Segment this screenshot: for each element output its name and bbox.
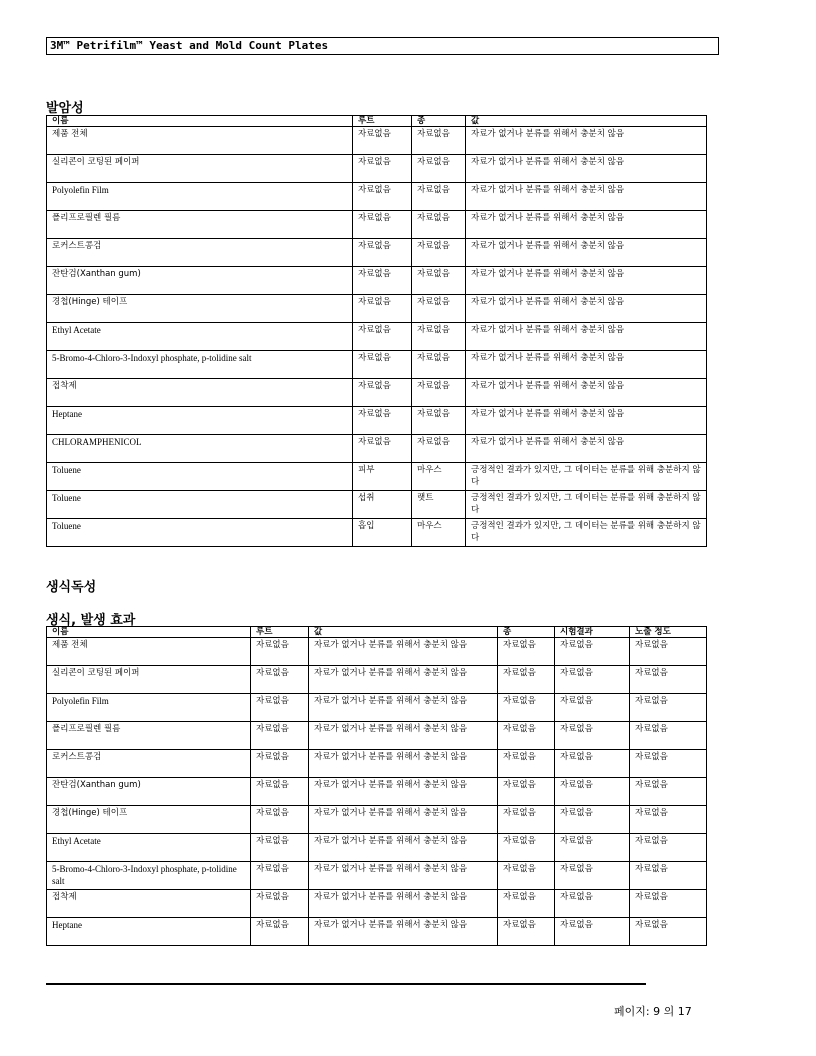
cell-species: 자료없음 (498, 862, 555, 890)
cell-test-result: 자료없음 (555, 722, 630, 750)
cell-route: 자료없음 (251, 806, 309, 834)
cell-species: 자료없음 (412, 239, 466, 267)
cell-species: 자료없음 (498, 750, 555, 778)
cell-exposure: 자료없음 (630, 834, 707, 862)
carcinogenicity-table (46, 115, 707, 547)
table-row (47, 778, 707, 806)
cell-name: Heptane (47, 407, 353, 435)
cell-name: 경첩(Hinge) 테이프 (47, 295, 353, 323)
cell-value: 자료가 없거나 분류를 위해서 충분치 않음 (466, 435, 707, 463)
footer-divider (46, 983, 646, 985)
cell-exposure: 자료없음 (630, 666, 707, 694)
cell-value: 자료가 없거나 분류를 위해서 충분치 않음 (309, 694, 498, 722)
cell-name: Toluene (47, 519, 353, 547)
cell-value: 자료가 없거나 분류를 위해서 충분치 않음 (309, 722, 498, 750)
cell-name: 잔탄검(Xanthan gum) (47, 267, 353, 295)
cell-value: 자료가 없거나 분류를 위해서 충분치 않음 (466, 407, 707, 435)
cell-exposure: 자료없음 (630, 750, 707, 778)
cell-value: 긍정적인 결과가 있지만, 그 데이터는 분류를 위해 충분하지 않다 (466, 463, 707, 491)
cell-test-result: 자료없음 (555, 862, 630, 890)
table-row (47, 491, 707, 519)
cell-species: 자료없음 (412, 127, 466, 155)
cell-species: 자료없음 (498, 834, 555, 862)
cell-value: 자료가 없거나 분류를 위해서 충분치 않음 (466, 295, 707, 323)
cell-species: 마우스 (412, 519, 466, 547)
cell-species: 자료없음 (412, 379, 466, 407)
cell-route: 자료없음 (353, 323, 412, 351)
cell-exposure: 자료없음 (630, 862, 707, 890)
cell-species: 자료없음 (412, 323, 466, 351)
table-row (47, 183, 707, 211)
table-row (47, 267, 707, 295)
table-row (47, 694, 707, 722)
cell-value: 자료가 없거나 분류를 위해서 충분치 않음 (309, 890, 498, 918)
table-row (47, 295, 707, 323)
column-header-value: 값 (466, 116, 707, 127)
cell-value: 자료가 없거나 분류를 위해서 충분치 않음 (309, 666, 498, 694)
cell-route: 자료없음 (353, 183, 412, 211)
cell-value: 긍정적인 결과가 있지만, 그 데이터는 분류를 위해 충분하지 않다 (466, 519, 707, 547)
cell-name: Polyolefin Film (47, 183, 353, 211)
cell-exposure: 자료없음 (630, 694, 707, 722)
cell-species: 자료없음 (498, 638, 555, 666)
cell-name: 폴리프로필렌 필름 (47, 722, 251, 750)
cell-value: 자료가 없거나 분류를 위해서 충분치 않음 (466, 351, 707, 379)
cell-route: 자료없음 (251, 638, 309, 666)
cell-exposure: 자료없음 (630, 918, 707, 946)
cell-route: 자료없음 (353, 407, 412, 435)
cell-name: 접착제 (47, 890, 251, 918)
cell-value: 자료가 없거나 분류를 위해서 충분치 않음 (466, 323, 707, 351)
column-header-value: 값 (309, 627, 498, 638)
section-heading-reproductive-toxicity: 생식독성 (46, 580, 97, 595)
cell-species: 자료없음 (498, 722, 555, 750)
cell-name: Toluene (47, 463, 353, 491)
column-header-test-result: 시험결과 (555, 627, 630, 638)
column-header-route: 루트 (251, 627, 309, 638)
cell-value: 자료가 없거나 분류를 위해서 충분치 않음 (466, 183, 707, 211)
column-header-name: 이름 (47, 116, 353, 127)
cell-test-result: 자료없음 (555, 694, 630, 722)
cell-value: 자료가 없거나 분류를 위해서 충분치 않음 (309, 806, 498, 834)
table-row (47, 351, 707, 379)
cell-species: 자료없음 (498, 694, 555, 722)
cell-species: 자료없음 (412, 183, 466, 211)
table-row (47, 407, 707, 435)
cell-route: 자료없음 (251, 694, 309, 722)
column-header-name: 이름 (47, 627, 251, 638)
cell-species: 자료없음 (412, 351, 466, 379)
table-row (47, 323, 707, 351)
cell-species: 자료없음 (412, 267, 466, 295)
cell-route: 자료없음 (353, 155, 412, 183)
column-header-species: 종 (498, 627, 555, 638)
cell-exposure: 자료없음 (630, 806, 707, 834)
table-header-row (47, 627, 707, 638)
cell-value: 자료가 없거나 분류를 위해서 충분치 않음 (309, 638, 498, 666)
table-row (47, 211, 707, 239)
table-row (47, 519, 707, 547)
column-header-species: 종 (412, 116, 466, 127)
cell-value: 자료가 없거나 분류를 위해서 충분치 않음 (466, 211, 707, 239)
cell-name: Ethyl Acetate (47, 323, 353, 351)
table-row (47, 862, 707, 890)
cell-species: 자료없음 (412, 211, 466, 239)
page-number: 페이지: 9 의 17 (614, 1005, 692, 1018)
cell-route: 섭취 (353, 491, 412, 519)
cell-route: 자료없음 (353, 351, 412, 379)
table-row (47, 463, 707, 491)
cell-value: 자료가 없거나 분류를 위해서 충분치 않음 (466, 267, 707, 295)
cell-route: 피부 (353, 463, 412, 491)
cell-name: Toluene (47, 491, 353, 519)
section-heading-reproductive-effects: 생식, 발생 효과 (46, 613, 136, 628)
cell-route: 자료없음 (353, 211, 412, 239)
cell-exposure: 자료없음 (630, 778, 707, 806)
cell-value: 자료가 없거나 분류를 위해서 충분치 않음 (466, 127, 707, 155)
page-title: 3M™ Petrifilm™ Yeast and Mold Count Plates (46, 37, 719, 55)
cell-route: 자료없음 (251, 862, 309, 890)
table-row (47, 722, 707, 750)
cell-route: 자료없음 (353, 435, 412, 463)
cell-name: Heptane (47, 918, 251, 946)
cell-route: 자료없음 (251, 834, 309, 862)
cell-route: 자료없음 (353, 239, 412, 267)
cell-route: 자료없음 (251, 890, 309, 918)
cell-test-result: 자료없음 (555, 918, 630, 946)
cell-name: 5-Bromo-4-Chloro-3-Indoxyl phosphate, p-tolidine salt (47, 351, 353, 379)
cell-species: 자료없음 (412, 435, 466, 463)
table-row (47, 806, 707, 834)
table-row (47, 379, 707, 407)
cell-name: 폴리프로필렌 필름 (47, 211, 353, 239)
cell-test-result: 자료없음 (555, 890, 630, 918)
cell-species: 자료없음 (498, 778, 555, 806)
table-row (47, 666, 707, 694)
table-row (47, 155, 707, 183)
cell-test-result: 자료없음 (555, 666, 630, 694)
cell-value: 자료가 없거나 분류를 위해서 충분치 않음 (309, 834, 498, 862)
cell-route: 자료없음 (251, 778, 309, 806)
cell-test-result: 자료없음 (555, 834, 630, 862)
cell-name: 경첩(Hinge) 테이프 (47, 806, 251, 834)
cell-route: 자료없음 (353, 295, 412, 323)
cell-name: 로커스트콩검 (47, 750, 251, 778)
cell-name: 제품 전체 (47, 127, 353, 155)
cell-route: 자료없음 (251, 918, 309, 946)
reproductive-effects-table (46, 626, 707, 946)
cell-value: 자료가 없거나 분류를 위해서 충분치 않음 (309, 862, 498, 890)
cell-species: 자료없음 (498, 890, 555, 918)
table-row (47, 127, 707, 155)
cell-name: 실리콘이 코팅된 페이퍼 (47, 666, 251, 694)
cell-exposure: 자료없음 (630, 638, 707, 666)
cell-value: 자료가 없거나 분류를 위해서 충분치 않음 (466, 155, 707, 183)
cell-route: 자료없음 (251, 666, 309, 694)
cell-route: 자료없음 (353, 267, 412, 295)
cell-value: 자료가 없거나 분류를 위해서 충분치 않음 (466, 239, 707, 267)
cell-name: 5-Bromo-4-Chloro-3-Indoxyl phosphate, p-tolidine salt (47, 862, 251, 890)
cell-test-result: 자료없음 (555, 806, 630, 834)
cell-route: 흡입 (353, 519, 412, 547)
cell-species: 랫트 (412, 491, 466, 519)
cell-value: 자료가 없거나 분류를 위해서 충분치 않음 (466, 379, 707, 407)
cell-name: Polyolefin Film (47, 694, 251, 722)
cell-species: 자료없음 (498, 666, 555, 694)
cell-exposure: 자료없음 (630, 890, 707, 918)
cell-value: 자료가 없거나 분류를 위해서 충분치 않음 (309, 918, 498, 946)
cell-name: 접착제 (47, 379, 353, 407)
table-header-row (47, 116, 707, 127)
cell-test-result: 자료없음 (555, 750, 630, 778)
cell-species: 자료없음 (498, 806, 555, 834)
table-row (47, 834, 707, 862)
table-row (47, 750, 707, 778)
column-header-exposure: 노출 정도 (630, 627, 707, 638)
cell-route: 자료없음 (353, 379, 412, 407)
cell-test-result: 자료없음 (555, 778, 630, 806)
table-row (47, 239, 707, 267)
cell-value: 긍정적인 결과가 있지만, 그 데이터는 분류를 위해 충분하지 않다 (466, 491, 707, 519)
cell-species: 자료없음 (412, 155, 466, 183)
cell-test-result: 자료없음 (555, 638, 630, 666)
cell-name: 잔탄검(Xanthan gum) (47, 778, 251, 806)
table-row (47, 918, 707, 946)
cell-name: CHLORAMPHENICOL (47, 435, 353, 463)
cell-species: 자료없음 (412, 407, 466, 435)
cell-route: 자료없음 (251, 750, 309, 778)
cell-name: 로커스트콩검 (47, 239, 353, 267)
cell-name: 실리콘이 코팅된 페이퍼 (47, 155, 353, 183)
cell-species: 자료없음 (412, 295, 466, 323)
table-row (47, 435, 707, 463)
cell-route: 자료없음 (353, 127, 412, 155)
cell-value: 자료가 없거나 분류를 위해서 충분치 않음 (309, 778, 498, 806)
cell-species: 자료없음 (498, 918, 555, 946)
section-heading-carcinogenicity: 발암성 (46, 101, 84, 116)
cell-species: 마우스 (412, 463, 466, 491)
cell-value: 자료가 없거나 분류를 위해서 충분치 않음 (309, 750, 498, 778)
column-header-route: 루트 (353, 116, 412, 127)
cell-exposure: 자료없음 (630, 722, 707, 750)
table-row (47, 638, 707, 666)
cell-name: Ethyl Acetate (47, 834, 251, 862)
table-row (47, 890, 707, 918)
cell-name: 제품 전체 (47, 638, 251, 666)
cell-route: 자료없음 (251, 722, 309, 750)
